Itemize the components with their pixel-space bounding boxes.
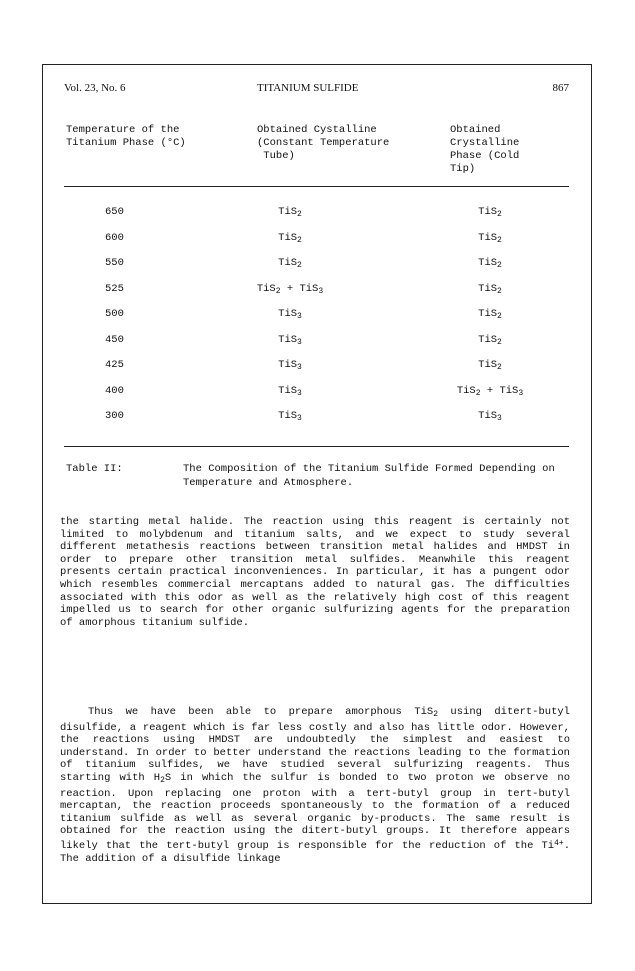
- formula-subscript: 2: [297, 261, 302, 270]
- formula-subscript: 2: [497, 337, 502, 347]
- temperature-cell: 550: [105, 257, 124, 269]
- formula-text: TiS: [478, 206, 498, 218]
- formula-text: TiS: [456, 384, 476, 397]
- column-header-cold-tip: Obtained Crystalline Phase (Cold Tip): [450, 124, 520, 175]
- table-row: [0, 283, 635, 297]
- temperature-cell: 525: [105, 282, 124, 295]
- constant-temperature-phase-cell: [200, 334, 380, 347]
- formula-text: TiS: [278, 384, 298, 397]
- constant-temperature-phase-cell: [200, 206, 380, 219]
- table-row: [0, 232, 635, 246]
- formula-subscript: 2: [497, 235, 502, 245]
- subscript: 2: [433, 710, 438, 719]
- formula-subscript: 2: [297, 235, 302, 245]
- formula-subscript: 3: [497, 414, 502, 423]
- table-row: [0, 257, 635, 271]
- formula-subscript: 2: [497, 363, 502, 372]
- cold-tip-phase-cell: [400, 257, 580, 270]
- table-row: [0, 206, 635, 220]
- formula-text: TiS: [478, 257, 498, 269]
- formula-text: TiS: [478, 282, 498, 295]
- table-row: [0, 334, 635, 348]
- temperature-cell: 500: [105, 308, 124, 320]
- cold-tip-phase-cell: [400, 308, 580, 321]
- running-header: [64, 82, 569, 98]
- formula-text: TiS: [478, 308, 498, 320]
- formula-subscript: 2: [275, 286, 281, 296]
- formula-text: TiS: [478, 231, 498, 244]
- table-caption-text: The Composition of the Titanium Sulfide Formed Depending on Temperature and Atmosphere.: [183, 463, 555, 489]
- formula-subscript: 3: [297, 363, 302, 372]
- formula-text: TiS: [278, 206, 298, 218]
- formula-text: TiS: [278, 308, 298, 320]
- constant-temperature-phase-cell: [200, 359, 380, 372]
- paragraph-2-part-d: . The addition of a disulfide linkage: [60, 839, 570, 865]
- table-row: [0, 385, 635, 399]
- formula-subscript: 2: [475, 388, 481, 398]
- formula-text: TiS: [278, 333, 298, 346]
- paragraph-2-part-a: Thus we have been able to prepare amorphous TiS: [88, 706, 434, 718]
- page-number: 867: [552, 82, 569, 94]
- formula-text: TiS: [278, 231, 298, 244]
- constant-temperature-phase-cell: [200, 283, 380, 296]
- formula-subscript: 2: [497, 261, 502, 270]
- temperature-cell: 300: [105, 410, 124, 422]
- formula-subscript: 3: [297, 312, 302, 321]
- temperature-cell: 450: [105, 333, 124, 346]
- formula-subscript: 2: [297, 210, 302, 219]
- formula-text: + TiS: [280, 282, 319, 295]
- constant-temperature-phase-cell: [200, 232, 380, 245]
- temperature-cell: 600: [105, 231, 124, 244]
- paragraph-2-part-b: using ditert-butyl disulfide, a reagent which is far less costly and also has little odor. However, the reactions using HMDST are undoubtedly the simplest and easiest to understand. In order to better understand the reactions leading to the formation of titanium sulfides, we have studied several sulfurizing reagents. Thus starting with H: [60, 706, 570, 784]
- cold-tip-phase-cell: [400, 232, 580, 245]
- cold-tip-phase-cell: [400, 206, 580, 219]
- formula-subscript: 3: [518, 388, 524, 398]
- constant-temperature-phase-cell: [200, 308, 380, 321]
- formula-text: TiS: [256, 282, 276, 295]
- formula-subscript: 3: [318, 286, 324, 296]
- formula-subscript: 2: [497, 312, 502, 321]
- table-caption-label: Table II:: [66, 463, 123, 475]
- column-header-temperature: Temperature of the Titanium Phase (°C): [66, 124, 186, 149]
- column-header-constant-temperature: Obtained Cystalline (Constant Temperature Tube): [257, 124, 390, 162]
- formula-text: TiS: [478, 410, 498, 422]
- running-title: TITANIUM SULFIDE: [257, 82, 359, 94]
- formula-text: + TiS: [480, 384, 519, 397]
- formula-text: TiS: [278, 410, 298, 422]
- cold-tip-phase-cell: [400, 334, 580, 347]
- formula-subscript: 3: [297, 388, 302, 398]
- temperature-cell: 400: [105, 384, 124, 397]
- formula-subscript: 3: [297, 337, 302, 347]
- cold-tip-phase-cell: [400, 385, 580, 398]
- constant-temperature-phase-cell: [200, 257, 380, 270]
- temperature-cell: 650: [105, 206, 124, 218]
- table-row: [0, 359, 635, 373]
- paragraph-2-part-c: S in which the sulfur is bonded to two proton we observe no reaction. Upon replacing one proton with a tert-butyl group in tert-butyl mercaptan, the reaction proceeds spontaneously to the formation of a reduced titanium sulfide as well as several organic by-products. The same result is obtained for the reaction using the ditert-butyl groups. It therefore appears likely that the tert-butyl group is responsible for the reduction of the Ti: [60, 771, 570, 852]
- table-row: [0, 308, 635, 322]
- body-paragraph-1: the starting metal halide. The reaction using this reagent is certainly not limited to molybdenum and titanium salts, and we expect to study several different metathesis reactions between transition metal halides and HMDST in order to prepare other transition metal sulfides. Meanwhile this reagent presents certain practical inconveniences. In particular, it has a pungent odor which resembles commercial mercaptans added to natural gas. The difficulties associated with this odor as well as the relatively high cost of this reagent impelled us to search for other organic sulfurizing agents for the preparation of amorphous titanium sulfide.: [60, 516, 570, 629]
- formula-text: TiS: [278, 359, 298, 371]
- formula-text: TiS: [278, 257, 298, 269]
- cold-tip-phase-cell: [400, 410, 580, 423]
- temperature-cell: 425: [105, 359, 124, 371]
- table-bottom-rule: [64, 446, 569, 447]
- constant-temperature-phase-cell: [200, 385, 380, 398]
- cold-tip-phase-cell: [400, 283, 580, 296]
- formula-subscript: 2: [497, 286, 502, 296]
- volume-label: Vol. 23, No. 6: [64, 82, 126, 94]
- table-row: [0, 410, 635, 424]
- formula-subscript: 2: [497, 210, 502, 219]
- body-paragraph-2: [60, 706, 570, 865]
- subscript: 2: [160, 775, 165, 785]
- constant-temperature-phase-cell: [200, 410, 380, 423]
- table-top-rule: [64, 186, 569, 187]
- formula-text: TiS: [478, 333, 498, 346]
- formula-subscript: 3: [297, 414, 302, 423]
- formula-text: TiS: [478, 359, 498, 371]
- cold-tip-phase-cell: [400, 359, 580, 372]
- superscript: 4+: [554, 838, 564, 848]
